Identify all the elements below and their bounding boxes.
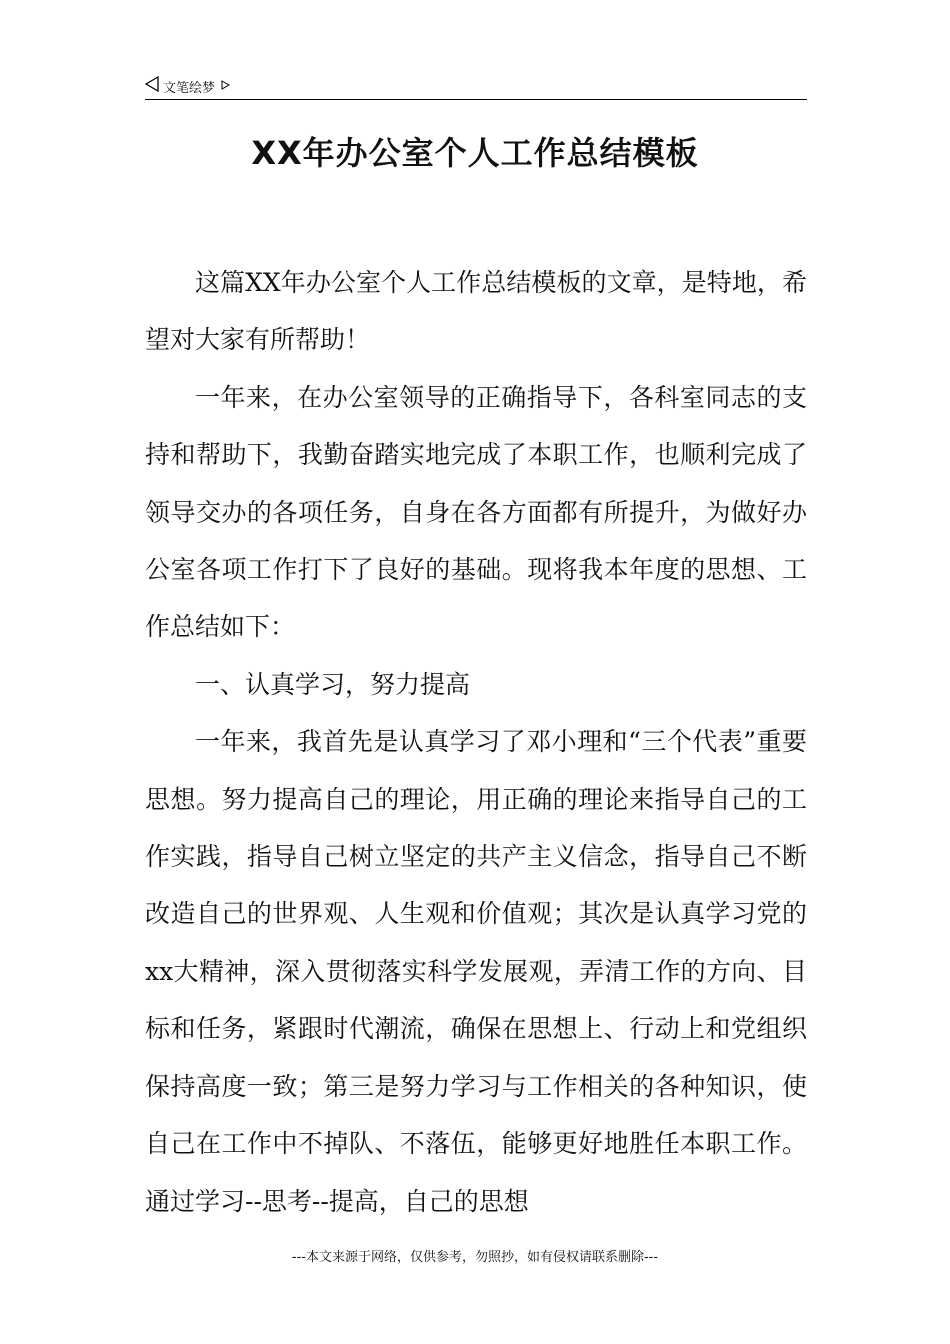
document-title: XX年办公室个人工作总结模板: [251, 134, 699, 172]
paragraph-study: 一年来，我首先是认真学习了邓小理和“三个代表”重要思想。努力提高自己的理论，用正确的理论来指导自己的工作实践，指导自己树立坚定的共产主义信念，指导自己不断改造自己的世界观、人生观和价值观；其次是认真学习党的xx大精神，深入贯彻落实科学发展观，弄清工作的方向、目标和任务，紧跟时代潮流，确保在思想上、行动上和党组织保持高度一致；第三是努力学习与工作相关的各种知识，使自己在工作中不掉队、不落伍，能够更好地胜任本职工作。通过学习--思考--提高，自己的思想: [145, 727, 807, 1216]
page-footer: ---本文来源于网络，仅供参考，勿照抄，如有侵权请联系删除---: [291, 1250, 659, 1265]
document-body: [145, 254, 807, 1230]
triangle-right-icon: [221, 80, 230, 93]
paragraph-overview: 一年来，在办公室领导的正确指导下，各科室同志的支持和帮助下，我勤奋踏实地完成了本职工作，也顺利完成了领导交办的各项任务，自身在各方面都有所提升，为做好办公室各项工作打下了良好的基础。现将我本年度的思想、工作总结如下：: [145, 382, 807, 642]
page-header: [145, 72, 807, 100]
header-brand-group: [145, 76, 230, 96]
paragraph-intro: 这篇XX年办公室个人工作总结模板的文章，是特地，希望对大家有所帮助！: [145, 268, 807, 355]
triangle-left-icon: [145, 76, 159, 96]
header-brand: 文笔绘梦: [163, 80, 216, 96]
section-heading: 一、认真学习，努力提高: [195, 669, 471, 699]
